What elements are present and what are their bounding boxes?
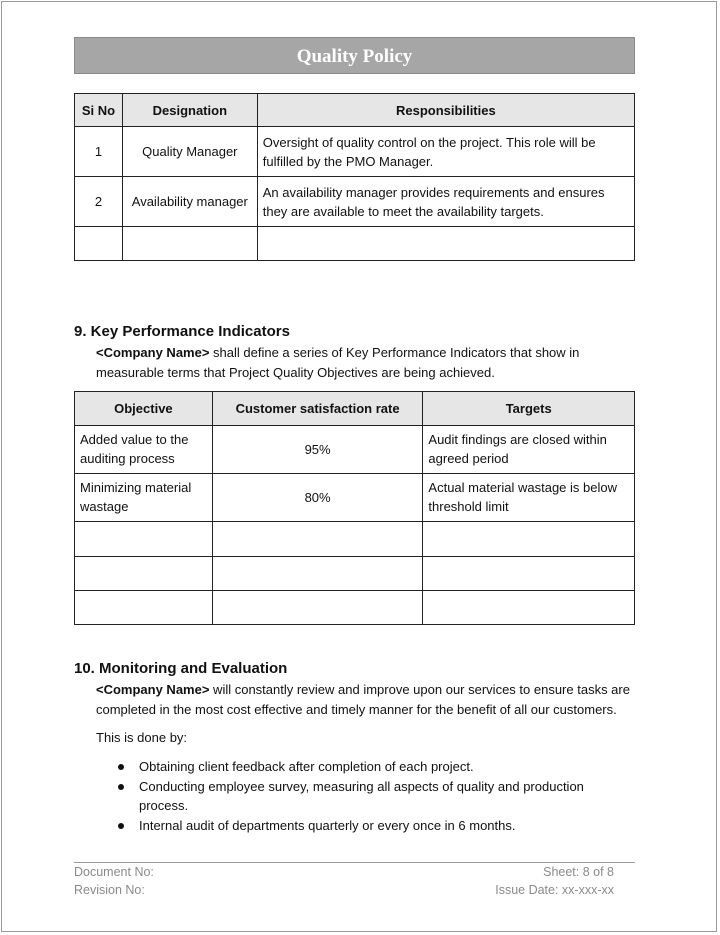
header-satisfaction-rate: Customer satisfaction rate: [212, 392, 423, 426]
section-10-paragraph: [96, 680, 641, 720]
cell-target: [423, 522, 635, 557]
kpi-header-row: [75, 392, 635, 426]
kpi-table: [74, 391, 635, 625]
table-row: [75, 557, 635, 591]
cell-objective: [75, 591, 213, 625]
header-si-no: Si No: [75, 94, 123, 127]
cell-si-no: 2: [75, 177, 123, 227]
cell-objective: Added value to the auditing process: [75, 426, 213, 474]
section-10-heading: 10. Monitoring and Evaluation: [74, 660, 288, 677]
cell-si-no: 1: [75, 127, 123, 177]
cell-rate: 80%: [212, 474, 423, 522]
bullet-icon: [118, 764, 124, 770]
cell-objective: [75, 557, 213, 591]
section-9-heading: 9. Key Performance Indicators: [74, 323, 290, 340]
cell-rate: 95%: [212, 426, 423, 474]
section-9-paragraph: [96, 343, 596, 383]
list-item-text: Internal audit of departments quarterly or every once in 6 months.: [139, 818, 516, 833]
bullet-icon: [118, 784, 124, 790]
header-objective: Objective: [75, 392, 213, 426]
footer-sheet: Sheet: 8 of 8: [543, 865, 614, 879]
section-10-intro: This is done by:: [96, 730, 188, 745]
cell-si-no: [75, 227, 123, 261]
roles-header-row: [75, 94, 635, 127]
table-row: [75, 591, 635, 625]
table-row: [75, 426, 635, 474]
list-item: [118, 816, 619, 835]
footer-revision-no: Revision No:: [74, 883, 145, 897]
footer-issue-date: Issue Date: xx-xxx-xx: [495, 883, 614, 897]
cell-rate: [212, 522, 423, 557]
document-title: Quality Policy: [74, 37, 635, 74]
bullet-list: [118, 757, 619, 836]
bullet-icon: [118, 823, 124, 829]
list-item-text: Obtaining client feedback after completion of each project.: [139, 759, 474, 774]
section-10-text: will constantly review and improve upon our services to ensure tasks are completed in the most cost effective and timely manner for the benefit of all our customers.: [96, 682, 630, 717]
cell-rate: [212, 591, 423, 625]
roles-table: [74, 93, 635, 261]
list-item-text: Conducting employee survey, measuring all aspects of quality and production process.: [139, 779, 584, 813]
table-row: [75, 522, 635, 557]
header-responsibilities: Responsibilities: [257, 94, 634, 127]
table-row: [75, 127, 635, 177]
cell-designation: [122, 227, 257, 261]
cell-rate: [212, 557, 423, 591]
cell-target: [423, 557, 635, 591]
list-item: [118, 777, 619, 815]
section-9-text: shall define a series of Key Performance Indicators that show in measurable terms that Project Quality Objectives are being achieved.: [96, 345, 580, 380]
cell-objective: [75, 522, 213, 557]
header-targets: Targets: [423, 392, 635, 426]
table-row: [75, 474, 635, 522]
cell-target: [423, 591, 635, 625]
cell-objective: Minimizing material wastage: [75, 474, 213, 522]
cell-target: Actual material wastage is below threshold limit: [423, 474, 635, 522]
footer-divider: [74, 862, 635, 863]
cell-responsibilities: [257, 227, 634, 261]
table-row: [75, 177, 635, 227]
footer-document-no: Document No:: [74, 865, 154, 879]
cell-target: Audit findings are closed within agreed period: [423, 426, 635, 474]
cell-designation: Availability manager: [122, 177, 257, 227]
cell-responsibilities: An availability manager provides requirements and ensures they are available to meet the availability targets.: [257, 177, 634, 227]
table-row: [75, 227, 635, 261]
header-designation: Designation: [122, 94, 257, 127]
cell-responsibilities: Oversight of quality control on the project. This role will be fulfilled by the PMO Manager.: [257, 127, 634, 177]
company-name-placeholder: <Company Name>: [96, 345, 210, 360]
list-item: [118, 757, 619, 776]
cell-designation: Quality Manager: [122, 127, 257, 177]
company-name-placeholder: <Company Name>: [96, 682, 210, 697]
